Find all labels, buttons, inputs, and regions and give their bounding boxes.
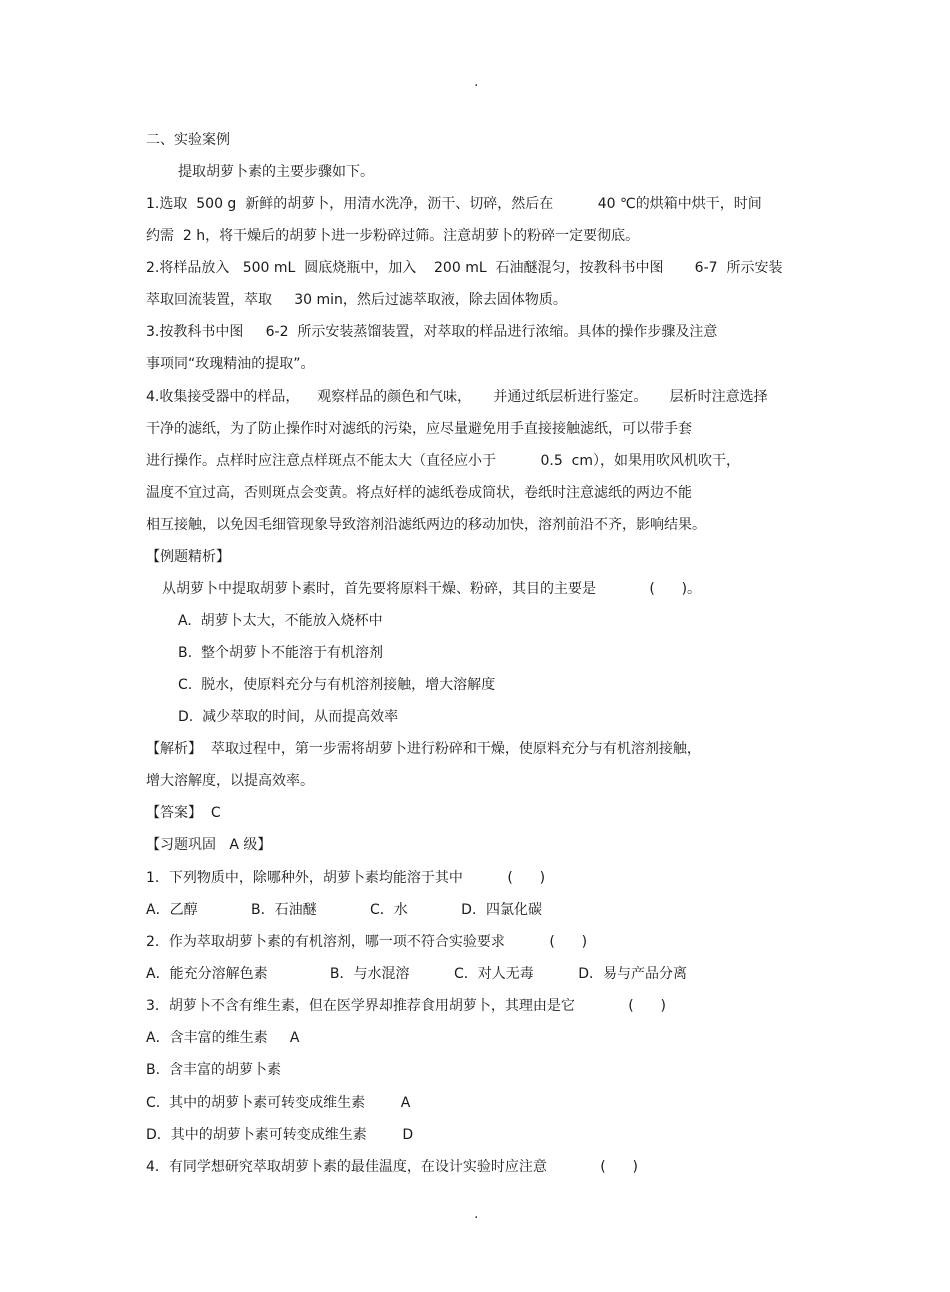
- analysis-line-a: 【解析】 萃取过程中，第一步需将胡萝卜进行粉碎和干燥，使原料充分与有机溶剂接触，: [146, 741, 701, 757]
- step4-line-e: 相互接触，以免因毛细管现象导致溶剂沿滤纸两边的移动加快，溶剂前沿不齐，影响结果。: [146, 517, 706, 533]
- example-heading: 【例题精析】: [146, 549, 230, 565]
- step2-line-b: 萃取回流装置，萃取 30 min，然后过滤萃取液，除去固体物质。: [146, 292, 567, 308]
- question-3-option-b: B. 含丰富的胡萝卜素: [146, 1062, 281, 1078]
- step3-line-b: 事项同“玫瑰精油的提取”。: [146, 356, 315, 372]
- question-3: 3．胡萝卜不含有维生素，但在医学界却推荐食用胡萝卜，其理由是它 ( ): [146, 998, 666, 1014]
- question-3-option-a: A．含丰富的维生素 A: [146, 1030, 300, 1046]
- example-option-a: A. 胡萝卜太大，不能放入烧杯中: [178, 613, 383, 629]
- question-1-options: A．乙醇 B．石油醚 C．水 D．四氯化碳: [146, 902, 542, 918]
- intro-text: 提取胡萝卜素的主要步骤如下。: [178, 164, 374, 180]
- step1-line-a: 1.选取 500 g 新鲜的胡萝卜，用清水洗净，沥干、切碎，然后在 40 ℃的烘箱中烘干，时间: [146, 196, 762, 212]
- question-3-option-c: C. 其中的胡萝卜素可转变成维生素 A: [146, 1095, 411, 1111]
- question-4: 4．有同学想研究萃取胡萝卜素的最佳温度，在设计实验时应注意 ( ): [146, 1159, 638, 1175]
- page-bottom-mark: .: [474, 1206, 479, 1222]
- question-3-option-d: D．其中的胡萝卜素可转变成维生素 D: [146, 1127, 414, 1143]
- example-option-d: D. 减少萃取的时间，从而提高效率: [178, 709, 399, 725]
- page-top-mark: .: [474, 74, 479, 90]
- section-heading: 二、实验案例: [146, 132, 230, 148]
- example-question: 从胡萝卜中提取胡萝卜素时，首先要将原料干燥、粉碎，其目的主要是 ( )。: [162, 581, 702, 597]
- answer-line: 【答案】 C: [146, 805, 221, 821]
- step1-line-b: 约需 2 h，将干燥后的胡萝卜进一步粉碎过筛。注意胡萝卜的粉碎一定要彻底。: [146, 228, 640, 244]
- question-1: 1．下列物质中，除哪种外，胡萝卜素均能溶于其中 ( ): [146, 870, 546, 886]
- step2-line-a: 2.将样品放入 500 mL 圆底烧瓶中，加入 200 mL 石油醚混匀，按教科书中图 6-7 所示安装: [146, 260, 783, 276]
- analysis-line-b: 增大溶解度，以提高效率。: [146, 773, 314, 789]
- step4-line-c: 进行操作。点样时应注意点样斑点不能太大（直径应小于 0.5 cm），如果用吹风机吹干，: [146, 453, 740, 469]
- question-2: 2．作为萃取胡萝卜素的有机溶剂，哪一项不符合实验要求 ( ): [146, 934, 588, 950]
- step3-line-a: 3.按教科书中图 6-2 所示安装蒸馏装置，对萃取的样品进行浓缩。具体的操作步骤及注意: [146, 324, 718, 340]
- example-option-c: C. 脱水，使原料充分与有机溶剂接触，增大溶解度: [178, 677, 496, 693]
- practice-heading: 【习题巩固 A 级】: [146, 837, 272, 853]
- question-2-options: A．能充分溶解色素 B．与水混溶 C．对人无毒 D．易与产品分离: [146, 966, 688, 982]
- step4-line-d: 温度不宜过高，否则斑点会变黄。将点好样的滤纸卷成筒状，卷纸时注意滤纸的两边不能: [146, 485, 692, 501]
- step4-line-a: 4.收集接受器中的样品， 观察样品的颜色和气味， 并通过纸层析进行鉴定。 层析时注意选择: [146, 389, 768, 405]
- example-option-b: B. 整个胡萝卜不能溶于有机溶剂: [178, 645, 383, 661]
- step4-line-b: 干净的滤纸，为了防止操作时对滤纸的污染，应尽量避免用手直接接触滤纸，可以带手套: [146, 421, 692, 437]
